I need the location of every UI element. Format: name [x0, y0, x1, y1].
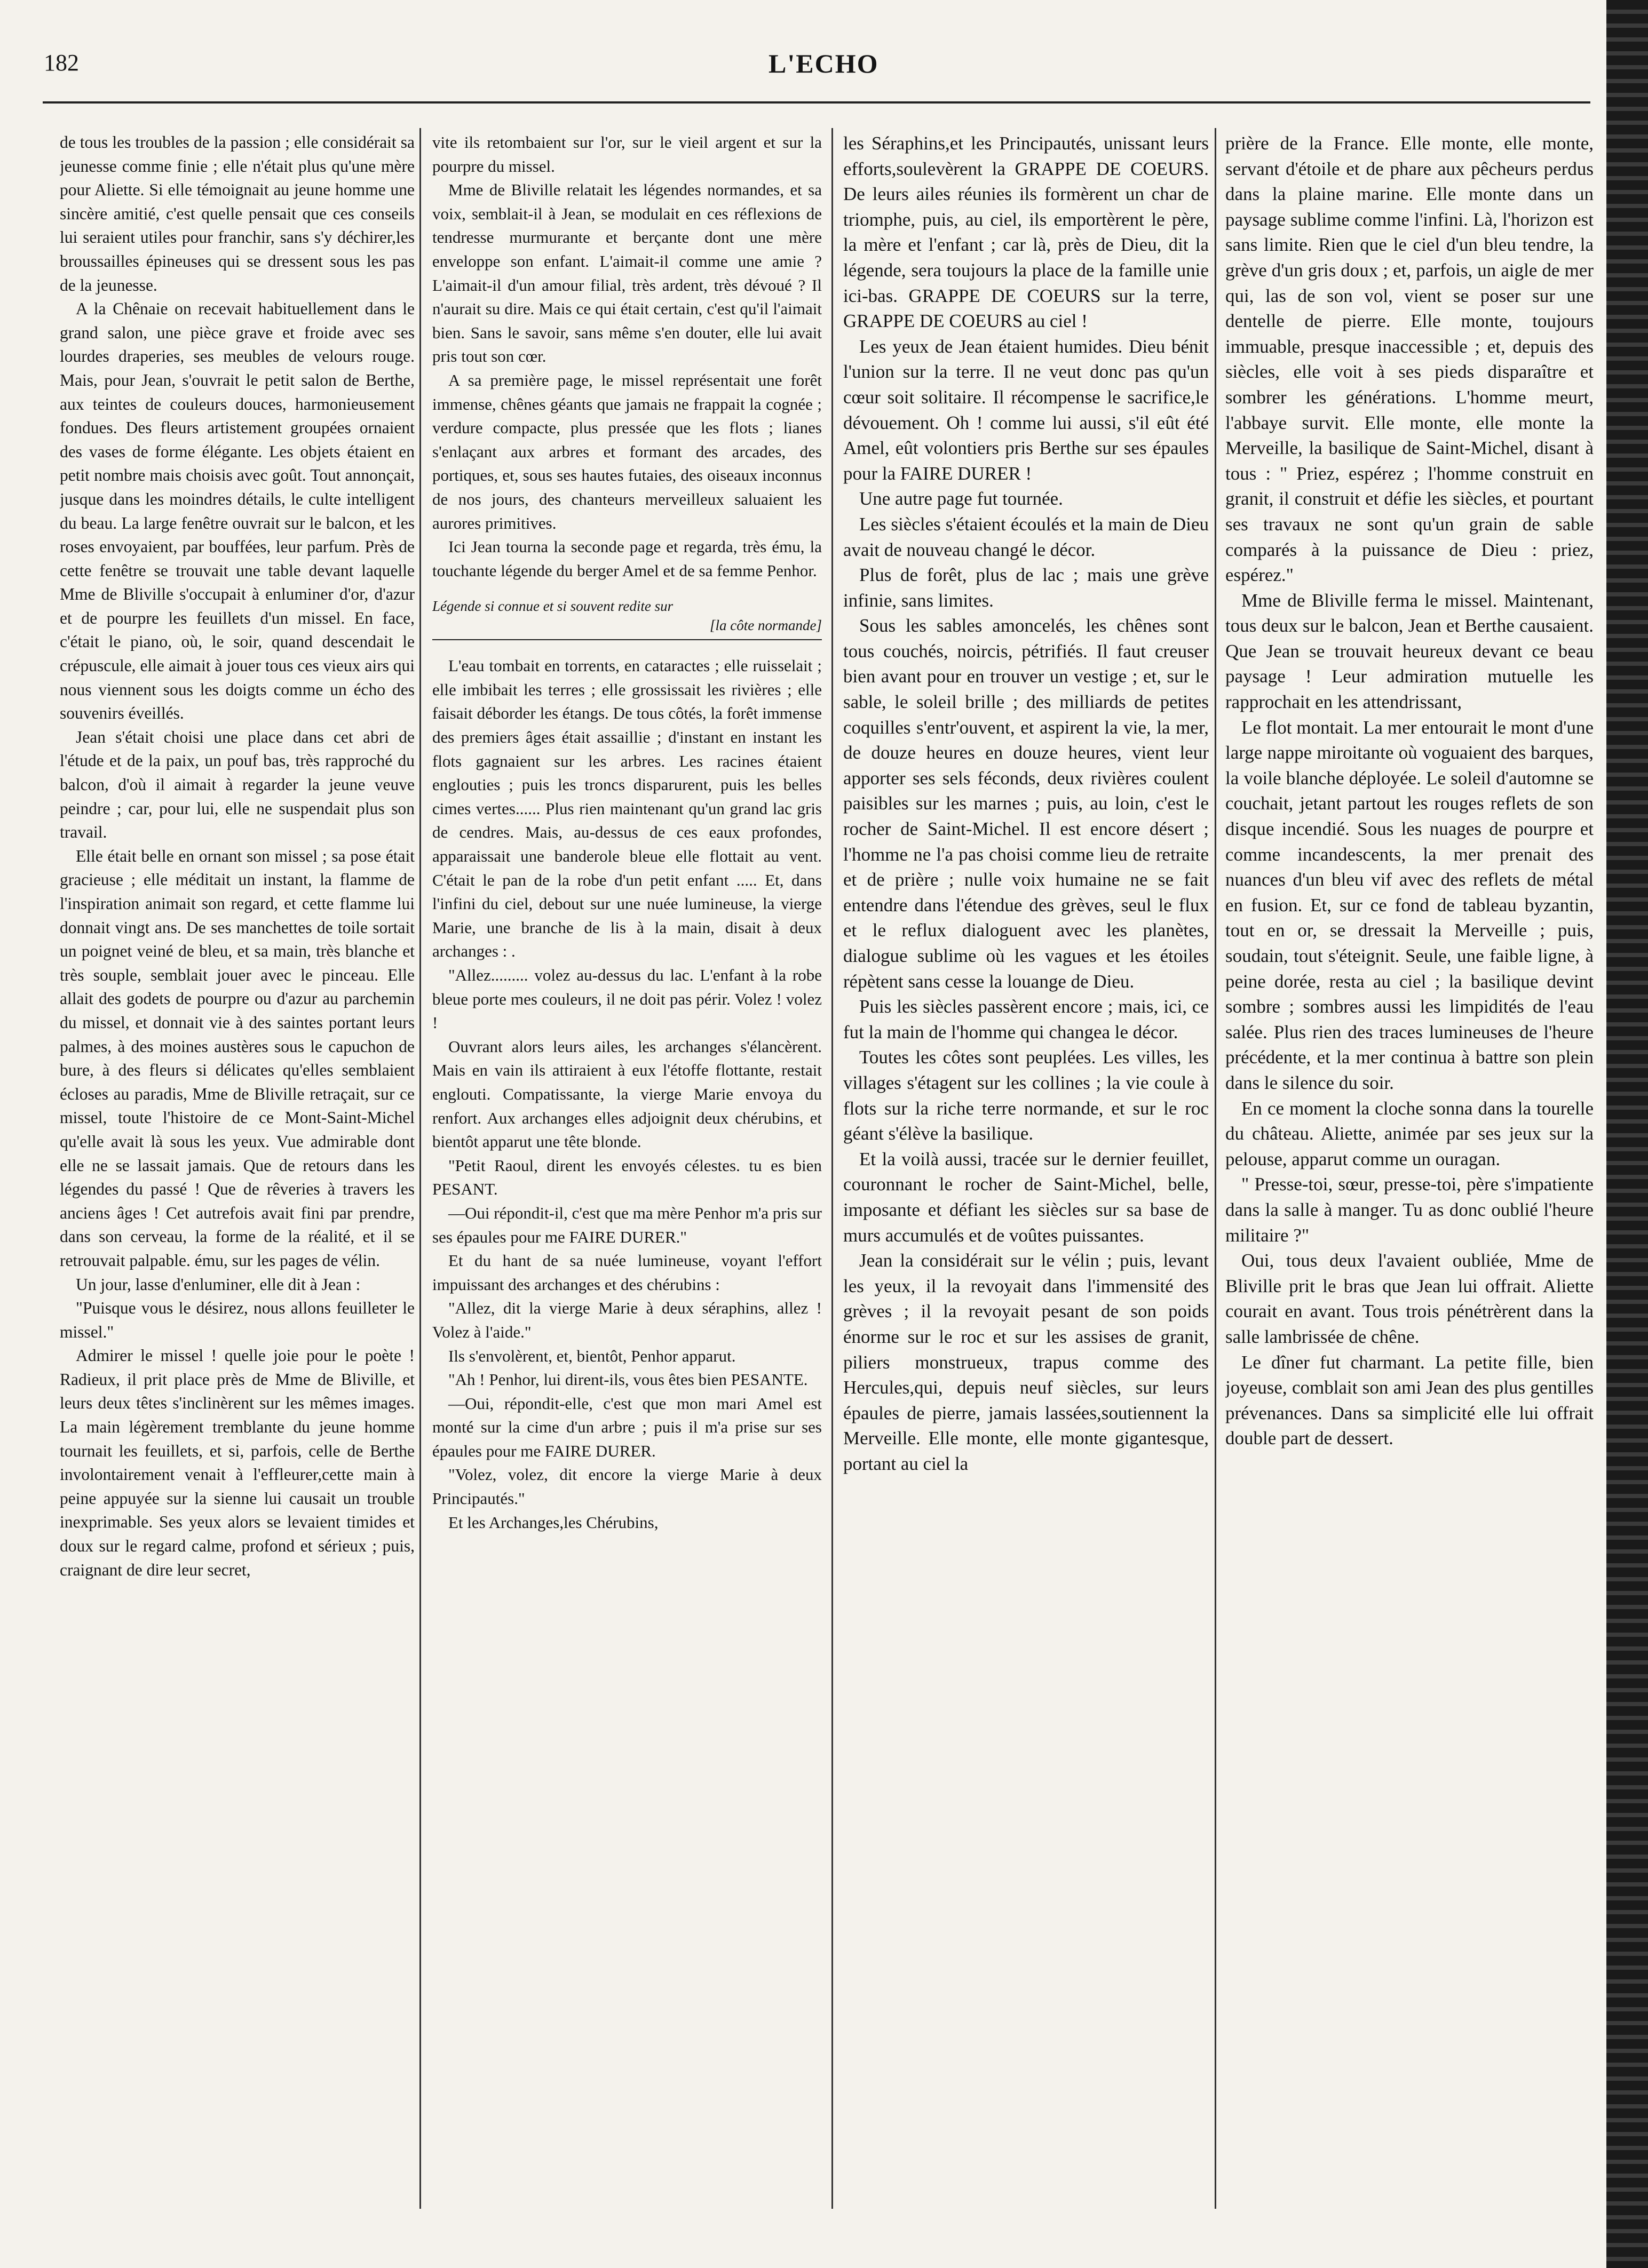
paragraph: —Oui, répondit-elle, c'est que mon mari Amel est monté sur la cime d'un arbre ; puis il m'a prise sur ses épaules pour me FAIRE DURER. [432, 1394, 822, 1460]
paragraph: En ce moment la cloche sonna dans la tourelle du château. Aliette, animée par ses jeux sur la pelouse, apparut comme un ouragan. [1225, 1097, 1594, 1169]
paragraph: Un jour, lasse d'enluminer, elle dit à Jean : [76, 1275, 361, 1294]
binding-edge [1606, 0, 1648, 2268]
paragraph: Les siècles s'étaient écoulés et la main de Dieu avait de nouveau changé le décor. [843, 513, 1209, 560]
paragraph: Plus de forêt, plus de lac ; mais une grève infinie, sans limites. [843, 564, 1209, 611]
paragraph: Puis les siècles passèrent encore ; mais, ici, ce fut la main de l'homme qui changea le décor. [843, 996, 1209, 1043]
paragraph: Le flot montait. La mer entourait le mont d'une large nappe miroitante où voguaient des barques, la voile blanche déployée. Le soleil d'automne se couchait, jetant partout les rouges reflets de son disque incendié. Sous les nuages de pourpre et comme incandescents, la mer prenait des nuances d'un bleu vif avec des reflets de métal en fusion. Et, sur ce fond de tableau byzantin, tout en or, se dressait la Merveille ; puis, soudain, tout s'éteignit. Seule, une faible ligne, à peine dorée, resta au ciel ; la basilique devint sombre ; sombres aussi les limpidités de l'eau salée. Plus rien des traces lumineuses de l'heure précédente, et la mer continua à battre son plein dans le silence du soir. [1225, 717, 1594, 1093]
paragraph: Oui, tous deux l'avaient oubliée, Mme de Bliville prit le bras que Jean lui offrait. Aliette courait en avant. Tous trois pénétrèrent dans la salle lambrissée de chêne. [1225, 1250, 1594, 1347]
paragraph: "Volez, volez, dit encore la vierge Marie à deux Principautés." [432, 1465, 822, 1508]
paragraph: "Petit Raoul, dirent les envoyés célestes. tu es bien PESANT. [432, 1156, 822, 1199]
paragraph: Et du hant de sa nuée lumineuse, voyant l'effort impuissant des archanges et des chérubins : [432, 1251, 822, 1294]
paragraph: "Ah ! Penhor, lui dirent-ils, vous êtes bien PESANTE. [448, 1370, 808, 1389]
legend-rule [432, 639, 822, 640]
paragraph: Et la voilà aussi, tracée sur le dernier feuillet, couronnant le rocher de Saint-Michel, belle, imposante et défiant les siècles sur sa base de murs accumulés et de voûtes puissantes. [843, 1148, 1209, 1246]
page-number: 182 [44, 50, 79, 76]
paragraph: Le dîner fut charmant. La petite fille, bien joyeuse, comblait son ami Jean des plus gentilles prévenances. Dans sa simplicité elle lui offrait double part de dessert. [1225, 1351, 1594, 1449]
paragraph: "Allez, dit la vierge Marie à deux séraphins, allez ! Volez à l'aide." [432, 1299, 822, 1341]
legend-caption-block [432, 596, 822, 640]
paragraph: Admirer le missel ! quelle joie pour le poète ! Radieux, il prit place près de Mme de Bliville, et leurs deux têtes s'inclinèrent sur les mêmes images. La main légèrement tremblante du jeune homme tournait les feuillets, et si, parfois, celle de Berthe involontairement venait à l'effleurer,cette main à peine appuyée sur la sienne lui causait un trouble inexprimable. Ses yeux alors se levaient timides et doux sur le regard calme, profond et sérieux ; puis, craignant de dire leur secret, [60, 1346, 415, 1579]
paragraph: Ouvrant alors leurs ailes, les archanges s'élancèrent. Mais en vain ils attiraient à eux l'étoffe flottante, restait englouti. Compatissante, la vierge Marie envoya du renfort. Aux archanges elles adjoignit deux chérubins, et bientôt apparut une tête blonde. [432, 1037, 822, 1151]
paragraph: prière de la France. Elle monte, elle monte, servant d'étoile et de phare aux pêcheurs perdus dans la plaine marine. Elle monte dans un paysage sublime comme l'infini. Là, l'horizon est sans limite. Rien que le ciel d'un bleu tendre, la grève d'un gris doux ; et, parfois, un aigle de mer qui, las de son vol, vient se poser sur une dentelle de pierre. Elle monte, toujours immuable, presque inaccessible ; et, depuis des siècles, elle voit à ses pieds disparaître et sombrer les générations. L'homme meurt, l'abbaye survit. Elle monte, elle monte la Merveille, la basilique de Saint-Michel, disant à tous : " Priez, espérez ; l'homme construit en granit, il construit et défie les siècles, et pourtant ses travaux ne sont qu'un grain de sable comparés à la puissance de Dieu : priez, espérez." [1225, 133, 1594, 586]
text-column-2 [432, 131, 822, 2211]
paragraph: Les yeux de Jean étaient humides. Dieu bénit l'union sur la terre. Il ne veut donc pas qu'un cœur soit solitaire. Il récompense le sacrifice,le dévouement. Oh ! comme lui aussi, s'il eût été Amel, eût volontiers pris Berthe sur ses épaules pour la FAIRE DURER ! [843, 336, 1209, 484]
paragraph: "Allez......... volez au-dessus du lac. L'enfant à la robe bleue porte mes couleurs, il ne doit pas périr. Volez ! volez ! [432, 966, 822, 1032]
paragraph: Jean s'était choisi une place dans cet abri de l'étude et de la paix, un pouf bas, très rapproché du balcon, d'où il aimait à regarder la jeune veuve peindre ; car, pour lui, elle ne suspendait plus son travail. [60, 727, 415, 842]
paragraph: " Presse-toi, sœur, presse-toi, père s'impatiente dans la salle à manger. Tu as donc oublié l'heure militaire ?" [1225, 1174, 1594, 1246]
text-column-1 [60, 131, 415, 2211]
text-column-4 [1225, 131, 1594, 2211]
paragraph: Elle était belle en ornant son missel ; sa pose était gracieuse ; elle méditait un instant, la flamme de l'inspiration animait son regard, et cette flamme lui donnait vingt ans. De ses manchettes de toile sortait un poignet veiné de bleu, et sa main, très blanche et très souple, semblait jouer avec le pinceau. Elle allait des godets de pourpre ou d'azur au parchemin du missel, et donnait vie à des saintes portant leurs palmes, à des moines austères sous le capuchon de bure, à des fleurs si délicates qu'elles semblaient écloses au paradis, Mme de Bliville retraçait, sur ce missel, toute l'histoire de ce Mont-Saint-Michel qu'elle avait là sous les yeux. Vue admirable dont elle ne se lassait jamais. Que de retours dans les légendes du passé ! Que de rêveries à travers les anciens âges ! Cet autrefois avait fini par prendre, dans son cerveau, la forme de la réalité, et il se retrouvait palpable. ému, sur les pages de vélin. [60, 846, 415, 1270]
paragraph: Ils s'envolèrent, et, bientôt, Penhor apparut. [448, 1346, 736, 1365]
paragraph: Et les Archanges,les Chérubins, [448, 1513, 659, 1532]
paragraph: Toutes les côtes sont peuplées. Les villes, les villages s'étagent sur les collines ; la vie coule à flots sur la riche terre normande, et sur le roc géant s'élève la basilique. [843, 1047, 1209, 1144]
column-divider [831, 128, 833, 2209]
paragraph: Mme de Bliville relatait les légendes normandes, et sa voix, semblait-il à Jean, se modulait en ces réflexions de tendresse murmurante et berçante dont une mère enveloppe son enfant. L'aimait-il comme une amie ? L'aimait-il d'un amour filial, très ardent, très dévoué ? Il n'aurait su dire. Mais ce qui était certain, c'est qu'il l'aimait bien. Sans le savoir, sans même s'en douter, elle lui avait pris tout son cœr. [432, 180, 822, 366]
paragraph: Mme de Bliville ferma le missel. Maintenant, tous deux sur le balcon, Jean et Berthe causaient. Que Jean se trouvait heureux devant ce beau paysage ! Leur admiration mutuelle les rapprochait en les attendrissant, [1225, 590, 1594, 713]
paragraph: L'eau tombait en torrents, en cataractes ; elle ruisselait ; elle imbibait les terres ; elle grossissait les rivières ; elle faisait déborder les étangs. De tous côtés, la forêt immense des premiers âges était assaillie ; d'instant en instant les flots gagnaient sur les arbres. Les racines étaient englouties ; puis les troncs disparurent, puis les belles cimes vertes...... Plus rien maintenant qu'un grand lac gris de cendres. Mais, au-dessus de ces eaux profondes, apparaissait une banderole bleue elle flottait au vent. C'était le pan de la robe d'un petit enfant ..... Et, dans l'infini du ciel, debout sur une nuée lumineuse, la vierge Marie, une branche de lis à la main, disait à deux archanges : . [432, 656, 822, 961]
paragraph: A la Chênaie on recevait habituellement dans le grand salon, une pièce grave et froide avec ses lourdes draperies, ses meubles de velours rouge. Mais, pour Jean, s'ouvrait le petit salon de Berthe, aux teintes de couleurs douces, harmonieusement fondues. Des fleurs artistement groupées ornaient des vases de forme élégante. Les objets étaient en petit nombre mais choisis avec goût. Tout annonçait, jusque dans les moindres détails, le culte intelligent du beau. La large fenêtre ouvrait sur le balcon, et les roses envoyaient, par bouffées, leur parfum. Près de cette fenêtre se trouvait une table devant laquelle Mme de Bliville s'occupait à enluminer d'or, d'azur et de pourpre les feuillets d'un missel. En face, c'était le piano, où, le soir, quand descendait le crépuscule, elle aimait à jouer tous ces vieux airs qui nous viennent sous les doigts comme un écho des souvenirs éveillés. [60, 299, 415, 723]
paragraph: Jean la considérait sur le vélin ; puis, levant les yeux, il la revoyait dans l'immensité des grèves ; il la revoyait pesant de son poids énorme sur le roc et sur les assises de granit, piliers monstrueux, trapus comme des Hercules,qui, depuis neuf siècles, sur leurs épaules de pierre, jamais lassées,soutiennent la Merveille. Elle monte, elle monte gigantesque, portant au ciel la [843, 1250, 1209, 1474]
paragraph: vite ils retombaient sur l'or, sur le vieil argent et sur la pourpre du missel. [432, 133, 822, 176]
paragraph: les Séraphins,et les Principautés, unissant leurs efforts,soulevèrent la GRAPPE DE COEURS. De leurs ailes réunies ils formèrent un char de triomphe, puis, au ciel, ils emportèrent le père, la mère et l'enfant ; car là, près de Dieu, dit la légende, sera toujours la place de la famille unie ici-bas. GRAPPE DE COEURS sur la terre, GRAPPE DE COEURS au ciel ! [843, 133, 1209, 332]
paragraph: A sa première page, le missel représentait une forêt immense, chênes géants que jamais ne frappait la cognée ; verdure compacte, plus pressée que les flots ; lianes s'enlaçant aux arbres et formant des arcades, des portiques, et, sous ses hautes futaies, des oiseaux inconnus de nos jours, des chanteurs merveilleux saluaient les aurores primitives. [432, 370, 822, 532]
paragraph: "Puisque vous le désirez, nous allons feuilleter le missel." [60, 1299, 415, 1341]
paragraph: Sous les sables amoncelés, les chênes sont tous couchés, noircis, pétrifiés. Il faut creuser bien avant pour en trouver un vestige ; et, sur le sable, le soleil brille ; des milliards de petites coquilles s'entr'ouvent, et aspirent la vie, la mer, de douze heures en douze heures, vient leur apporter ses sels féconds, deux rivières coulent paisibles sur les marnes ; puis, au loin, c'est le rocher de Saint-Michel. Il est encore désert ; l'homme ne l'a pas choisi comme lieu de retraite et de prière ; nulle voix humaine ne se fait entendre dans l'étendue des grèves, seul le flux et le reflux dialoguent avec les planètes, dialogue sublime où les vagues et les étoiles répètent sans cesse la louange de Dieu. [843, 615, 1209, 992]
paragraph: Ici Jean tourna la seconde page et regarda, très ému, la touchante légende du berger Amel et de sa femme Penhor. [432, 537, 822, 580]
header-rule [43, 101, 1590, 104]
paragraph: de tous les troubles de la passion ; elle considérait sa jeunesse comme finie ; elle n'était plus qu'une mère pour Aliette. Si elle témoignait au jeune homme une sincère amitié, c'est quelle pensait que ces conseils lui seraient utiles pour franchir, sans s'y déchirer,les broussailles épineuses qui se dressent sous les pas de la jeunesse. [60, 133, 415, 295]
column-divider [1215, 128, 1216, 2209]
paragraph: Une autre page fut tournée. [859, 488, 1063, 510]
journal-title: L'ECHO [768, 49, 879, 78]
text-column-3 [843, 131, 1209, 2211]
legend-caption: Légende si connue et si souvent redite sur [432, 598, 674, 615]
legend-source: [la côte normande] [710, 617, 822, 634]
column-divider [419, 128, 421, 2209]
paragraph: —Oui répondit-il, c'est que ma mère Penhor m'a pris sur ses épaules pour me FAIRE DURER." [432, 1203, 822, 1246]
